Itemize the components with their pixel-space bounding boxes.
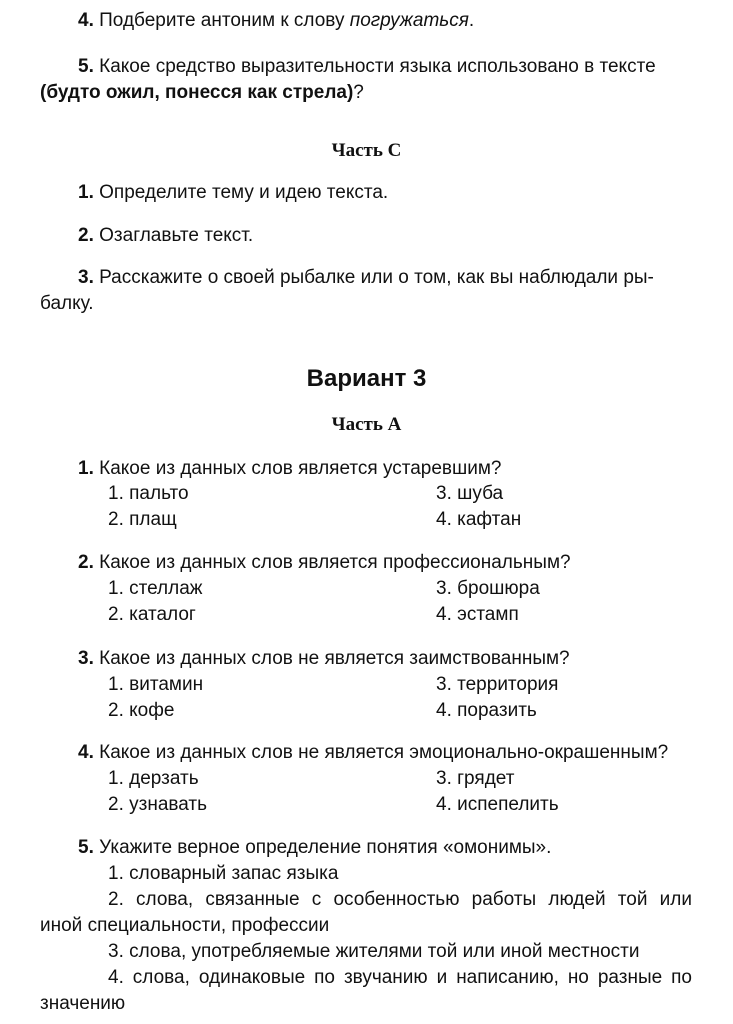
option: 1. стеллаж (108, 578, 203, 599)
part-a-question-1 (78, 456, 502, 482)
option: 2. плащ (108, 509, 177, 530)
option: 2. слова, связанные с особенностью работы людей той или (108, 889, 692, 910)
option: 1. пальто (108, 483, 189, 504)
question-text: Какое средство выразительности языка использовано в тексте (99, 56, 656, 77)
part-a-question-2 (78, 550, 571, 576)
option: 4. слова, одинаковые по звучанию и написанию, но разные по (108, 967, 692, 988)
item-text: Определите тему и идею текста. (99, 182, 389, 203)
item-number: 3. (78, 267, 94, 288)
question-number: 5. (78, 837, 94, 858)
question-quote: (будто ожил, понесся как стрела) (40, 82, 354, 103)
option: 4. кафтан (436, 509, 522, 530)
question-5-line2 (40, 80, 364, 106)
option: 4. поразить (436, 700, 537, 721)
part-c-item-2 (78, 223, 253, 249)
question-text: Какое из данных слов не является эмоционально-окрашенным? (99, 742, 669, 763)
option: 4. испепелить (436, 794, 559, 815)
option: 2. кофе (108, 700, 175, 721)
variant-title: Вариант 3 (306, 365, 427, 392)
part-c-item-3 (78, 265, 654, 291)
question-text: Какое из данных слов является профессиональным? (99, 552, 571, 573)
part-a-title: Часть А (331, 414, 402, 435)
question-4-antonym (78, 8, 474, 34)
option: 1. витамин (108, 674, 204, 695)
item-text: Озаглавьте текст. (99, 225, 254, 246)
question-end: ? (353, 82, 364, 103)
question-end: . (468, 10, 475, 31)
question-text: Подберите антоним к слову (99, 10, 350, 31)
option: 3. грядет (436, 768, 515, 789)
option: 2. узнавать (108, 794, 208, 815)
question-text: Какое из данных слов не является заимствованным? (99, 648, 570, 669)
option: 4. эстамп (436, 604, 519, 625)
part-a-question-3 (78, 646, 570, 672)
option-continuation: значению (40, 993, 126, 1014)
question-number: 1. (78, 458, 94, 479)
option: 3. территория (436, 674, 559, 695)
part-c-item-3-line2: балку. (40, 293, 94, 314)
question-text: Укажите верное определение понятия «омонимы». (99, 837, 552, 858)
option: 3. шуба (436, 483, 504, 504)
question-number: 4. (78, 10, 94, 31)
option: 2. каталог (108, 604, 196, 625)
question-text: Какое из данных слов является устаревшим? (99, 458, 502, 479)
option: 3. слова, употребляемые жителями той или иной местности (108, 941, 640, 962)
option: 1. словарный запас языка (108, 863, 339, 884)
option: 1. дерзать (108, 768, 199, 789)
item-text: Расскажите о своей рыбалке или о том, как вы наблюдали ры- (99, 267, 654, 288)
part-a-question-5 (78, 835, 551, 861)
item-number: 1. (78, 182, 94, 203)
question-number: 2. (78, 552, 94, 573)
question-number: 5. (78, 56, 94, 77)
part-c-title: Часть С (331, 140, 402, 161)
item-number: 2. (78, 225, 94, 246)
part-c-item-1 (78, 180, 388, 206)
question-number: 3. (78, 648, 94, 669)
question-5-expressive-means (78, 54, 656, 80)
question-italic-word: погружаться (349, 10, 469, 31)
part-a-question-4 (78, 740, 668, 766)
option-continuation: иной специальности, профессии (40, 915, 330, 936)
option: 3. брошюра (436, 578, 540, 599)
question-number: 4. (78, 742, 94, 763)
